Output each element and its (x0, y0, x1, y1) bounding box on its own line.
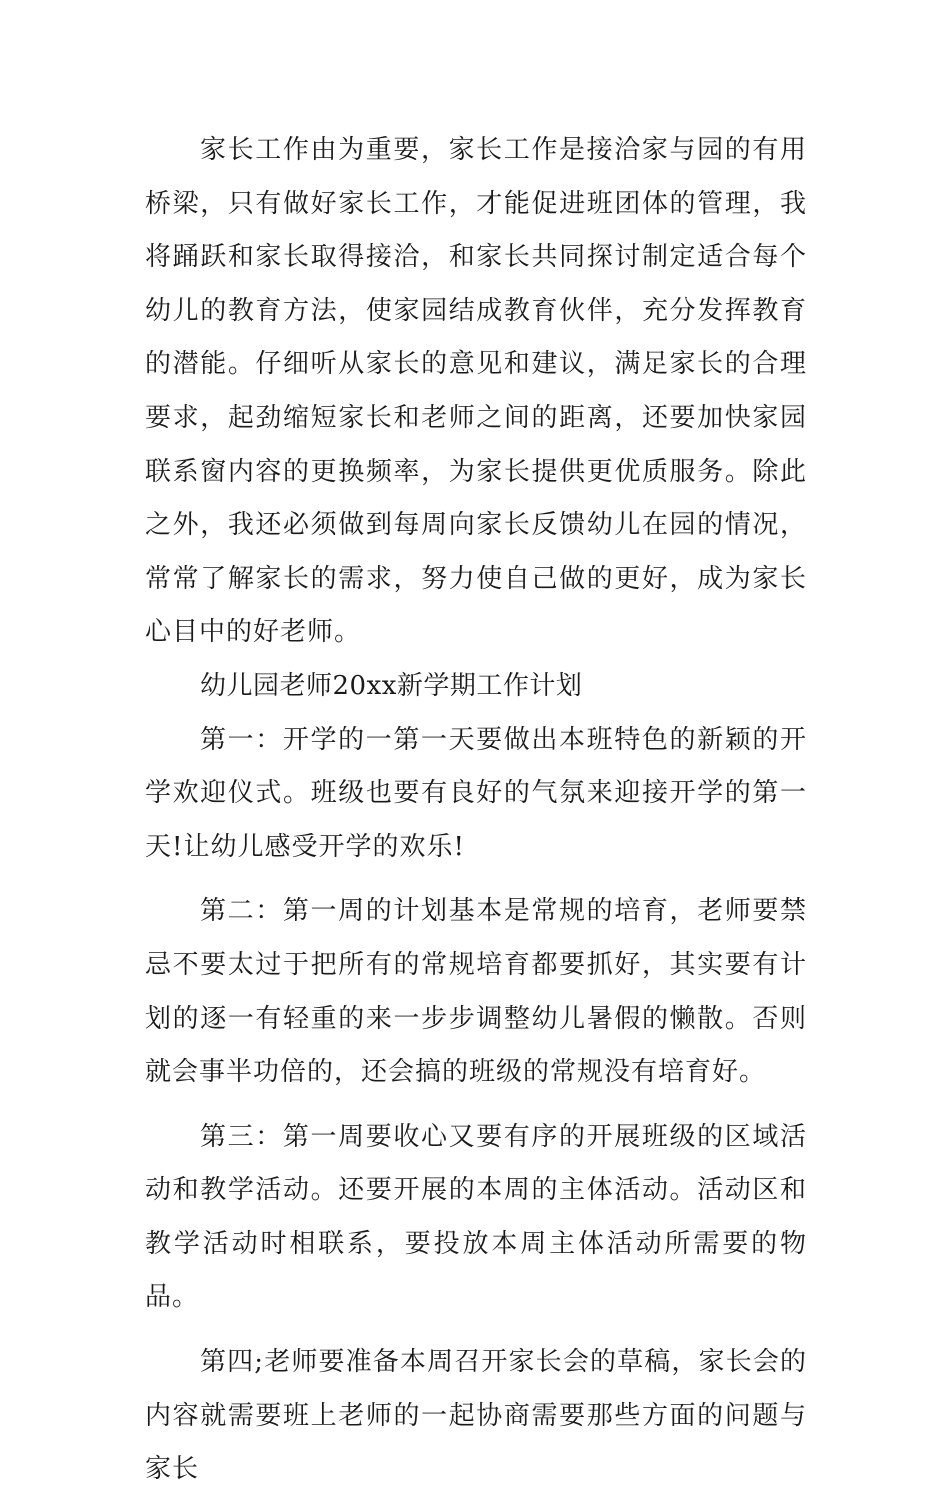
paragraph-first: 第一：开学的一第一天要做出本班特色的新颖的开学欢迎仪式。班级也要有良好的气氛来迎接开学的第一天!让幼儿感受开学的欢乐! (145, 724, 807, 862)
section-title: 幼儿园老师20xx新学期工作计划 (200, 670, 583, 701)
paragraph-parent-work: 家长工作由为重要，家长工作是接洽家与园的有用桥梁，只有做好家长工作，才能促进班团体的管理，我将踊跃和家长取得接洽，和家长共同探讨制定适合每个幼儿的教育方法，使家园结成教育伙伴，充分发挥教育的潜能。仔细听从家长的意见和建议，满足家长的合理要求，起劲缩短家长和老师之间的距离，还要加快家园联系窗内容的更换频率，为家长提供更优质服务。除此之外，我还必须做到每周向家长反馈幼儿在园的情况，常常了解家长的需求，努力使自己做的更好，成为家长心目中的好老师。 (145, 135, 807, 648)
paragraph-second: 第二：第一周的计划基本是常规的培育，老师要禁忌不要太过于把所有的常规培育都要抓好，其实要有计划的逐一有轻重的来一步步调整幼儿暑假的懒散。否则就会事半功倍的，还会搞的班级的常规没有培育好。 (145, 896, 807, 1088)
paragraph-fourth: 第四;老师要准备本周召开家长会的草稿，家长会的内容就需要班上老师的一起协商需要那些方面的问题与家长 (145, 1347, 807, 1485)
paragraph-third: 第三：第一周要收心又要有序的开展班级的区域活动和教学活动。还要开展的本周的主体活动。活动区和教学活动时相联系，要投放本周主体活动所需要的物品。 (145, 1121, 807, 1313)
document-body (145, 124, 807, 1497)
